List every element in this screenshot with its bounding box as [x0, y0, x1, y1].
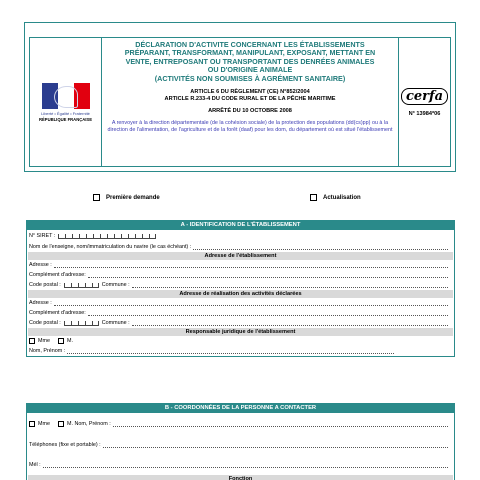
m-option[interactable]	[58, 336, 73, 346]
commune-label: Commune :	[101, 320, 130, 326]
complement-label: Complément d'adresse:	[29, 272, 86, 278]
form-header-frame	[24, 22, 456, 172]
choice-label: Première demande	[106, 194, 160, 201]
siret-row	[27, 230, 454, 242]
contact-mme-option[interactable]	[29, 419, 50, 429]
section-b-title: B - COORDONNÉES DE LA PERSONNE A CONTACTER	[27, 404, 454, 413]
cp-commune-realisation-row	[27, 318, 454, 328]
commune-realisation-field[interactable]	[132, 320, 448, 326]
telephone-field[interactable]	[103, 442, 448, 448]
cerfa-number: N° 13984*06	[408, 110, 441, 117]
complement-field[interactable]	[88, 272, 448, 278]
contact-m-checkbox[interactable]	[58, 421, 64, 427]
contact-nom-label: M. Nom, Prénom :	[66, 421, 111, 427]
code-postal-realisation-input[interactable]	[64, 320, 99, 326]
marianne-flag-icon	[42, 83, 90, 109]
choice-actualisation[interactable]	[310, 194, 361, 201]
republique-logo	[30, 38, 102, 166]
contact-mme-checkbox[interactable]	[29, 421, 35, 427]
cp-label: Code postal :	[29, 320, 61, 326]
section-a-identification	[26, 220, 455, 357]
telephone-row	[27, 435, 454, 455]
commune-field[interactable]	[132, 282, 448, 288]
form-header	[29, 37, 451, 167]
enseigne-row	[27, 242, 454, 252]
complement-label: Complément d'adresse:	[29, 310, 86, 316]
adresse-label: Adresse :	[29, 300, 52, 306]
section-b-contact	[26, 403, 455, 480]
logo-country: RÉPUBLIQUE FRANÇAISE	[38, 116, 93, 122]
adresse-field[interactable]	[54, 262, 448, 268]
mme-checkbox[interactable]	[29, 338, 35, 344]
nom-prenom-field[interactable]	[67, 348, 394, 354]
m-label: M.	[66, 338, 73, 344]
arrete-reference: ARRÊTÉ DU 10 OCTOBRE 2008	[208, 108, 292, 115]
mme-label: Mme	[38, 338, 50, 344]
mel-field[interactable]	[43, 462, 448, 468]
enseigne-label: Nom de l'enseigne, nom/immatriculation du navire (le cas échéant) :	[29, 244, 192, 250]
actualisation-checkbox[interactable]	[310, 194, 317, 201]
complement-realisation-row	[27, 308, 454, 318]
nom-prenom-row	[27, 346, 454, 356]
adresse-realisation-row	[27, 298, 454, 308]
choice-premiere-demande[interactable]	[93, 194, 160, 201]
form-title-line: VENTE, ENTREPOSANT OU TRANSPORTANT DES DENRÉES ANIMALES	[125, 56, 375, 66]
mme-option[interactable]	[29, 336, 50, 346]
responsable-juridique-heading: Responsable juridique de l'établissement	[28, 328, 453, 336]
logo-motto: Liberté • Égalité • Fraternité	[41, 110, 90, 116]
code-postal-input[interactable]	[64, 282, 99, 288]
cerfa-logo: cerfa	[401, 88, 448, 105]
commune-label: Commune :	[101, 282, 130, 288]
telephone-label: Téléphones (fixe et portable) :	[29, 442, 101, 448]
adresse-realisation-field[interactable]	[54, 300, 448, 306]
fonction-heading: Fonction	[28, 475, 453, 480]
cp-label: Code postal :	[29, 282, 61, 288]
siret-label: N° SIRET :	[29, 233, 56, 239]
mel-label: Mél :	[29, 462, 41, 468]
mel-row	[27, 455, 454, 475]
m-checkbox[interactable]	[58, 338, 64, 344]
cp-commune-row	[27, 280, 454, 290]
form-title-block	[102, 38, 398, 166]
siret-input[interactable]	[58, 233, 156, 239]
premiere-demande-checkbox[interactable]	[93, 194, 100, 201]
adresse-etablissement-heading: Adresse de l'établissement	[28, 252, 453, 260]
article-reference: ARTICLE 6 DU RÈGLEMENT (CE) N°852/2004	[190, 89, 310, 96]
choice-label: Actualisation	[323, 194, 361, 201]
adresse-label: Adresse :	[29, 262, 52, 268]
form-title-line: DÉCLARATION D'ACTIVITE CONCERNANT LES ÉTABLISSEMENTS	[135, 40, 365, 49]
complement-realisation-field[interactable]	[88, 310, 448, 316]
mme-label: Mme	[38, 421, 50, 427]
return-instructions: A renvoyer à la direction départementale (de la cohésion sociale) de la protection des populations (dd(cs)pp) ou à la direction de l'alimentation, de l'agriculture et de la forêt (daaf) pour les dom, du département où est situé l'établissement	[107, 120, 393, 133]
form-title-line: PRÉPARANT, TRANSFORMANT, MANIPULANT, EXPOSANT, METTANT EN	[124, 48, 376, 58]
civilite-row	[27, 336, 454, 346]
cerfa-block	[398, 38, 450, 166]
section-a-title: A - IDENTIFICATION DE L'ÉTABLISSEMENT	[27, 221, 454, 230]
adresse-realisation-heading: Adresse de réalisation des activités déclarées	[28, 290, 453, 298]
contact-nom-field[interactable]	[113, 421, 448, 427]
contact-civilite-row	[27, 413, 454, 435]
article-reference: ARTICLE R.233-4 DU CODE RURAL ET DE LA PÊCHE MARITIME	[164, 95, 336, 102]
adresse-row	[27, 260, 454, 270]
nom-prenom-label: Nom, Prénom :	[29, 348, 66, 354]
complement-row	[27, 270, 454, 280]
enseigne-field[interactable]	[193, 244, 448, 250]
form-title-line: OU D'ORIGINE ANIMALE	[207, 65, 293, 75]
form-title-line: (ACTIVITÉS NON SOUMISES À AGRÉMENT SANITAIRE)	[154, 73, 346, 83]
